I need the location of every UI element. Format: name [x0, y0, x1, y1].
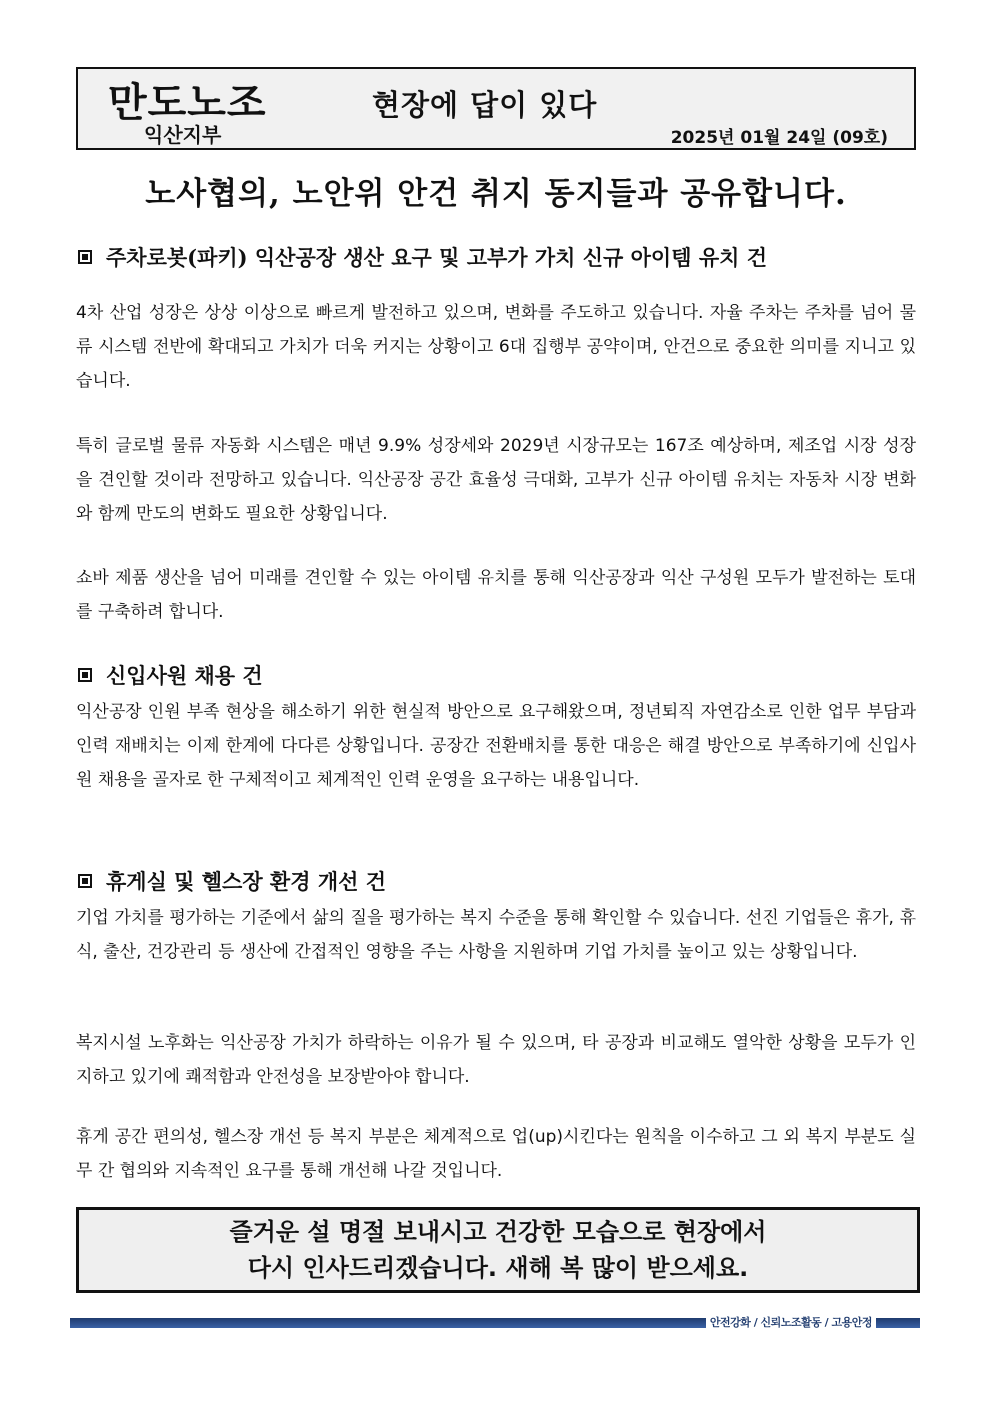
section-heading-text: 휴게실 및 헬스장 환경 개선 건 — [106, 869, 386, 894]
bottom-bar-label: 안전강화 / 신뢰노조활동 / 고용안정 — [706, 1314, 876, 1332]
page-title: 노사협의, 노안위 안건 취지 동지들과 공유합니다. — [145, 176, 847, 212]
paragraph: 복지시설 노후화는 익산공장 가치가 하락하는 이유가 될 수 있으며, 타 공장과 비교해도 열악한 상황을 모두가 인지하고 있기에 쾌적함과 안전성을 보장받아야 합니다. — [76, 1033, 916, 1087]
header-box — [76, 67, 916, 150]
org-name: 만도노조 — [108, 80, 267, 126]
slogan: 현장에 답이 있다 — [372, 88, 598, 122]
branch-name: 익산지부 — [144, 123, 222, 147]
closing-line: 다시 인사드리겠습니다. 새해 복 많이 받으세요. — [247, 1254, 749, 1282]
section-heading-text: 주차로봇(파키) 익산공장 생산 요구 및 고부가 가치 신규 아이템 유치 건 — [106, 245, 767, 270]
section-heading-text: 신입사원 채용 건 — [106, 663, 263, 688]
section-heading-lounge-gym — [76, 866, 386, 896]
closing-line: 즐거운 설 명절 보내시고 건강한 모습으로 현장에서 — [229, 1218, 767, 1246]
square-bullet-icon — [78, 250, 92, 264]
square-bullet-icon — [78, 668, 92, 682]
issue-date: 2025년 01월 24일 (09호) — [670, 128, 888, 148]
square-bullet-icon — [78, 874, 92, 888]
paragraph: 기업 가치를 평가하는 기준에서 삶의 질을 평가하는 복지 수준을 통해 확인할 수 있습니다. 선진 기업들은 휴가, 휴식, 출산, 건강관리 등 생산에 간접적인 영향을 주는 사항을 지원하며 기업 가치를 높이고 있는 상황입니다. — [76, 908, 916, 962]
paragraph: 익산공장 인원 부족 현상을 해소하기 위한 현실적 방안으로 요구해왔으며, 정년퇴직 자연감소로 인한 업무 부담과 인력 재배치는 이제 한계에 다다른 상황입니다. 공장간 전환배치를 통한 대응은 해결 방안으로 부족하기에 신입사원 채용을 골자로 한 구체적이고 체계적인 인력 운영을 요구하는 내용입니다. — [76, 702, 916, 790]
section-heading-parking-robot — [76, 242, 767, 272]
paragraph: 특히 글로벌 물류 자동화 시스템은 매년 9.9% 성장세와 2029년 시장규모는 167조 예상하며, 제조업 시장 성장을 견인할 것이라 전망하고 있습니다. 익산공장 공간 효율성 극대화, 고부가 신규 아이템 유치는 자동차 시장 변화와 함께 만도의 변화도 필요한 상황입니다. — [76, 436, 916, 524]
bottom-bar — [70, 1318, 920, 1328]
paragraph: 쇼바 제품 생산을 넘어 미래를 견인할 수 있는 아이템 유치를 통해 익산공장과 익산 구성원 모두가 발전하는 토대를 구축하려 합니다. — [76, 568, 916, 622]
paragraph: 4차 산업 성장은 상상 이상으로 빠르게 발전하고 있으며, 변화를 주도하고 있습니다. 자율 주차는 주차를 넘어 물류 시스템 전반에 확대되고 가치가 더욱 커지는 상황이고 6대 집행부 공약이며, 안건으로 중요한 의미를 지니고 있습니다. — [76, 303, 916, 391]
section-heading-new-hire — [76, 660, 263, 690]
paragraph: 휴게 공간 편의성, 헬스장 개선 등 복지 부분은 체계적으로 업(up)시킨다는 원칙을 이수하고 그 외 복지 부분도 실무 간 협의와 지속적인 요구를 통해 개선해 나갈 것입니다. — [76, 1127, 916, 1181]
closing-message-box — [76, 1207, 920, 1293]
